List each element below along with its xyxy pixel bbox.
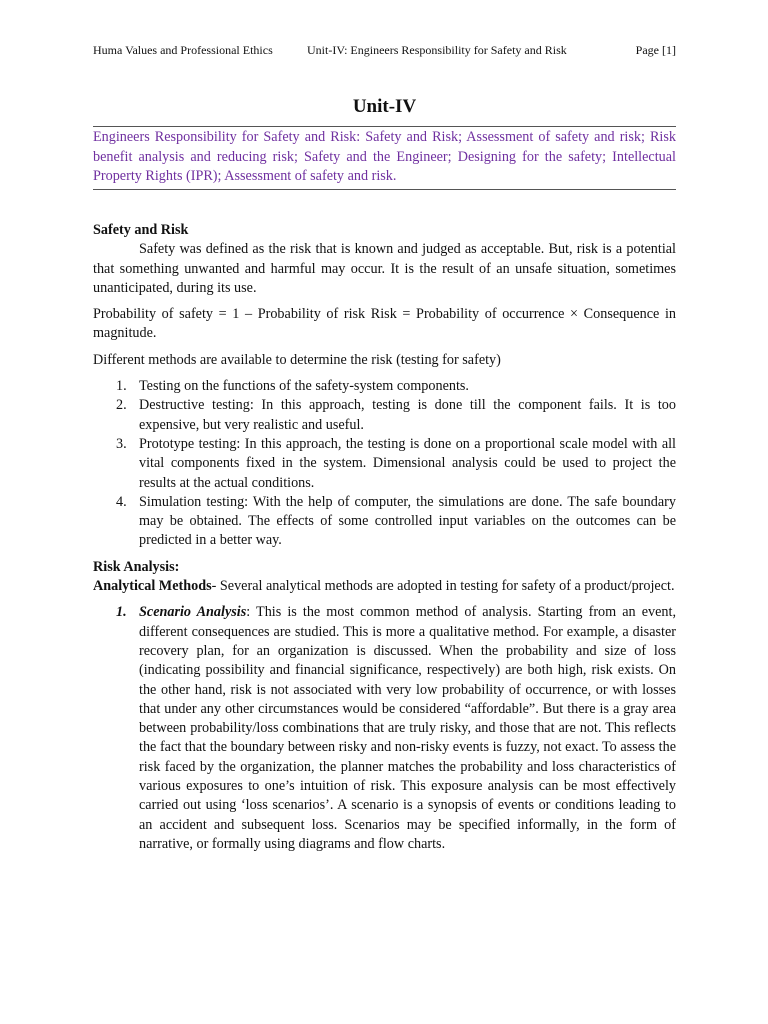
section-heading-safety-and-risk: Safety and Risk: [93, 222, 189, 238]
main-content: [93, 221, 676, 861]
unit-title: Unit-IV: [352, 96, 417, 117]
list-item-number: 4.: [116, 493, 127, 510]
list-item-number: 1.: [116, 604, 127, 621]
list-item-number: 1.: [116, 378, 127, 395]
list-item-number: 2.: [116, 397, 127, 414]
analytical-methods-text: - Several analytical methods are adopted in testing for safety of a product/project.: [211, 578, 675, 595]
header-page-number: Page [1]: [635, 43, 676, 57]
list-item: [93, 493, 676, 551]
list-item-text: Simulation testing: With the help of computer, the simulations are done. The safe boundary may be obtained. The effects of some controlled input variables on the outcomes can be predicted in a better way.: [139, 493, 676, 549]
list-item: [93, 377, 676, 396]
analytical-methods-paragraph: [93, 577, 676, 596]
analytical-methods-label: Analytical Methods: [93, 578, 212, 595]
safety-definition-paragraph: Safety was defined as the risk that is known and judged as acceptable. But, risk is a potential that something unwanted and harmful may occur. It is the result of an unsafe situation, sometimes unanticipated, during its use.: [93, 241, 676, 296]
syllabus-box: Engineers Responsibility for Safety and Risk: Safety and Risk; Assessment of safety and risk; Risk benefit analysis and reducing risk; Safety and the Engineer; Designing for the safety; Intellectual Property Rights (IPR); Assessment of safety and risk.: [93, 126, 676, 190]
list-item-text: Destructive testing: In this approach, testing is done till the component fails. It is too expensive, but very realistic and useful.: [139, 397, 676, 433]
list-item-text: Testing on the functions of the safety-system components.: [139, 378, 469, 395]
list-item: [93, 435, 676, 493]
testing-methods-list: [93, 377, 676, 551]
analysis-methods-list: [93, 603, 676, 854]
risk-formula-paragraph: Probability of safety = 1 – Probability of risk Risk = Probability of occurrence × Consequence in magnitude.: [93, 306, 676, 342]
scenario-analysis-text: : This is the most common method of analysis. Starting from an event, different consequences are studied. This is more a qualitative method. For example, a disaster recovery plan, for an organization is discussed. When the probability and size of loss (indicating possibility and financial significance, respectively) are both high, risk exists. On the other hand, risk is not associated with very low probability of occurrence, or with losses that under any other circumstances would be considered “affordable”. But there is a gray area between probability/loss combinations that are truly risky, and those that are not. This reflects the fact that the boundary between risky and non-risky events is fuzzy, not exact. To assess the risk faced by the organization, the planner matches the probability and loss characteristics of various exposures to one’s intuition of risk. This exposure analysis can be most effectively carried out using ‘loss scenarios’. A scenario is a synopsis of events or conditions leading to an accident and subsequent loss. Scenarios may be specified informally, in the form of narrative, or formally using diagrams and flow charts.: [139, 604, 676, 852]
list-item-number: 3.: [116, 435, 127, 452]
header-unit-title: Unit-IV: Engineers Responsibility for Safety and Risk: [307, 43, 567, 57]
methods-intro-paragraph: Different methods are available to determine the risk (testing for safety): [93, 351, 501, 368]
list-item-text: Prototype testing: In this approach, the testing is done on a proportional scale model with all vital components fixed in the system. Dimensional analysis could be used to project the results at the actual conditions.: [139, 435, 676, 491]
list-item: [93, 396, 676, 435]
list-item: [93, 603, 676, 854]
scenario-analysis-title: Scenario Analysis: [139, 604, 247, 621]
section-heading-risk-analysis: Risk Analysis:: [93, 558, 180, 575]
header-course-title: Huma Values and Professional Ethics: [93, 43, 273, 57]
